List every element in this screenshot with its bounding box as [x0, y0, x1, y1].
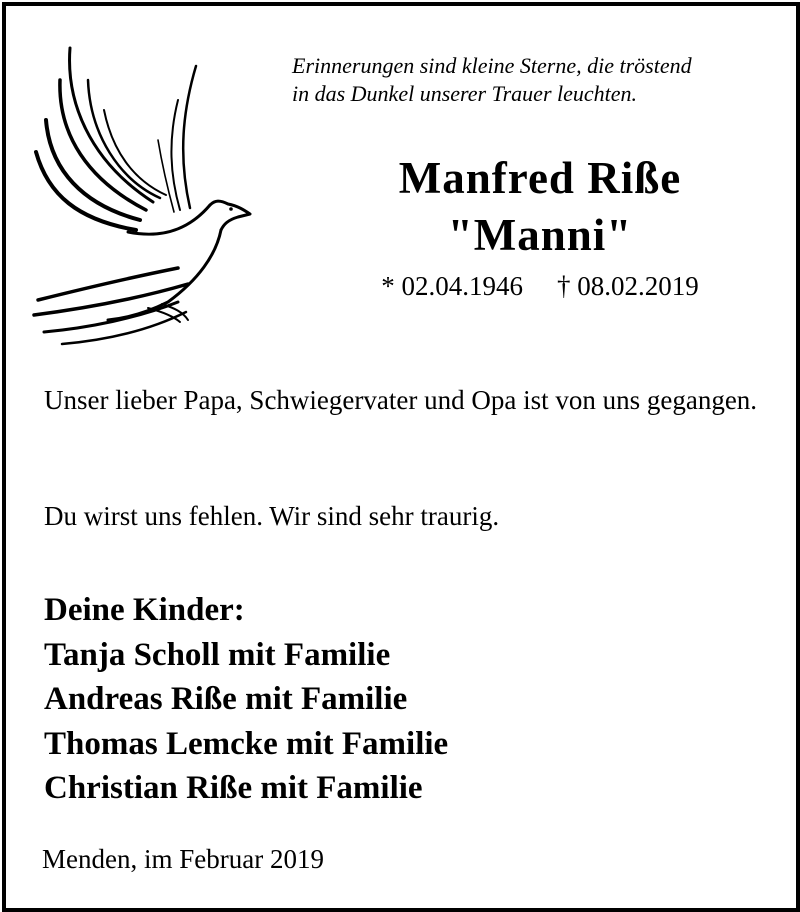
deceased-name-block [300, 150, 780, 264]
place-and-date: Menden, im Februar 2019 [42, 844, 324, 874]
signer-name: Thomas Lemcke mit Familie [44, 725, 449, 762]
life-dates [300, 270, 780, 302]
signers-block [44, 588, 774, 811]
signer-name: Christian Riße mit Familie [44, 770, 423, 806]
signers-heading: Deine Kinder: [44, 592, 245, 628]
birth-date: * 02.04.1946 [381, 271, 523, 301]
deceased-nickname: "Manni" [447, 210, 633, 260]
signer-name: Tanja Scholl mit Familie [44, 636, 391, 673]
death-date: † 08.02.2019 [557, 271, 699, 301]
signer-name: Andreas Riße mit Familie [44, 681, 408, 717]
message-paragraph-2: Du wirst uns fehlen. Wir sind sehr traurig. [44, 501, 500, 531]
message-paragraph-1: Unser lieber Papa, Schwiegervater und Opa ist von uns gegangen. [44, 385, 758, 415]
dove-icon [28, 40, 258, 350]
deceased-name: Manfred Riße [398, 153, 682, 203]
quote-line-1: Erinnerungen sind kleine Sterne, die tröstend [292, 53, 692, 78]
quote-line-2: in das Dunkel unserer Trauer leuchten. [292, 81, 638, 106]
memorial-quote [292, 52, 782, 108]
